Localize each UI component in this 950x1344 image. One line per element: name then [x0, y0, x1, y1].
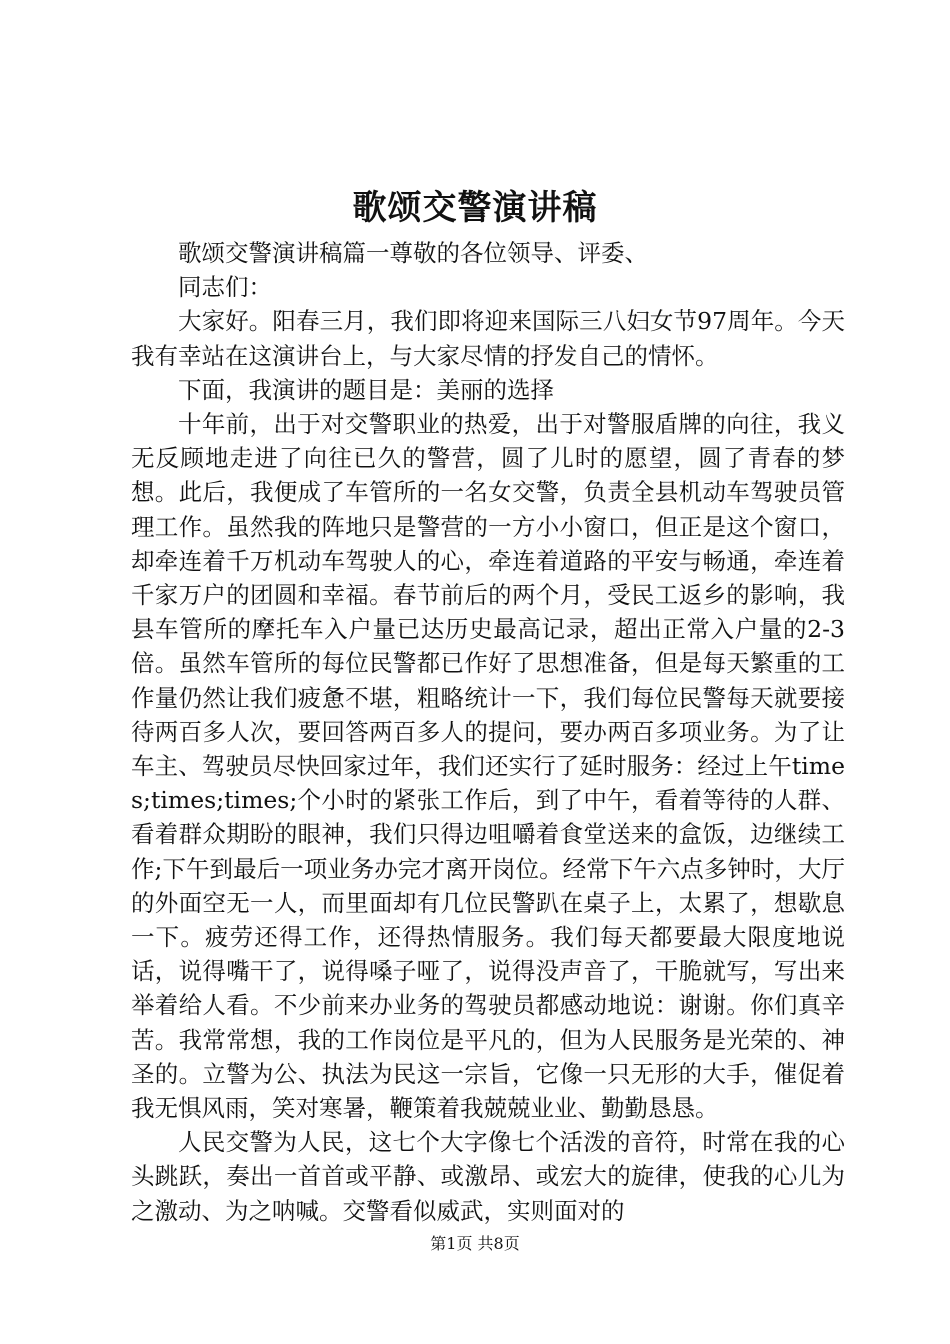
paragraph-4: 下面，我演讲的题目是：美丽的选择	[178, 375, 554, 404]
paragraph-2: 同志们：	[178, 273, 272, 302]
document-title: 歌颂交警演讲稿	[352, 188, 598, 228]
paragraph-3: 大家好。阳春三月，我们即将迎来国际三八妇女节97周年。今天我有幸站在这演讲台上，与大家尽情的抒发自己的情怀。	[131, 307, 845, 370]
paragraph-1: 歌颂交警演讲稿篇一尊敬的各位领导、评委、	[178, 239, 648, 267]
page-footer: 第1页 共8页	[430, 1234, 520, 1253]
document-body	[131, 236, 845, 1228]
paragraph-5: 十年前，出于对交警职业的热爱，出于对警服盾牌的向往，我义无反顾地走进了向往已久的警营，圆了儿时的愿望，圆了青春的梦想。此后，我便成了车管所的一名女交警，负责全县机动车驾驶员管理工作。虽然我的阵地只是警营的一方小小窗口，但正是这个窗口，却牵连着千万机动车驾驶人的心，牵连着道路的平安与畅通，牵连着千家万户的团圆和幸福。春节前后的两个月，受民工返乡的影响，我县车管所的摩托车入户量已达历史最高记录，超出正常入户量的2-3倍。虽然车管所的每位民警都已作好了思想准备，但是每天繁重的工作量仍然让我们疲惫不堪，粗略统计一下，我们每位民警每天就要接待两百多人次，要回答两百多人的提问，要办两百多项业务。为了让车主、驾驶员尽快回家过年，我们还实行了延时服务：经过上午times;times;times;个小时的紧张工作后，到了中午，看着等待的人群、看着群众期盼的眼神，我们只得边咀嚼着食堂送来的盒饭，边继续工作;下午到最后一项业务办完才离开岗位。经常下午六点多钟时，大厅的外面空无一人，而里面却有几位民警趴在桌子上，太累了，想歇息一下。疲劳还得工作，还得热情服务。我们每天都要最大限度地说话，说得嘴干了，说得嗓子哑了，说得没声音了，干脆就写，写出来举着给人看。不少前来办业务的驾驶员都感动地说：谢谢。你们真辛苦。我常常想，我的工作岗位是平凡的，但为人民服务是光荣的、神圣的。立警为公、执法为民这一宗旨，它像一只无形的大手，催促着我无惧风雨，笑对寒暑，鞭策着我兢兢业业、勤勤恳恳。	[131, 410, 845, 1123]
paragraph-6: 人民交警为人民，这七个大字像七个活泼的音符，时常在我的心头跳跃，奏出一首首或平静、或激昂、或宏大的旋律，使我的心儿为之激动、为之呐喊。交警看似威武，实则面对的	[131, 1128, 845, 1225]
